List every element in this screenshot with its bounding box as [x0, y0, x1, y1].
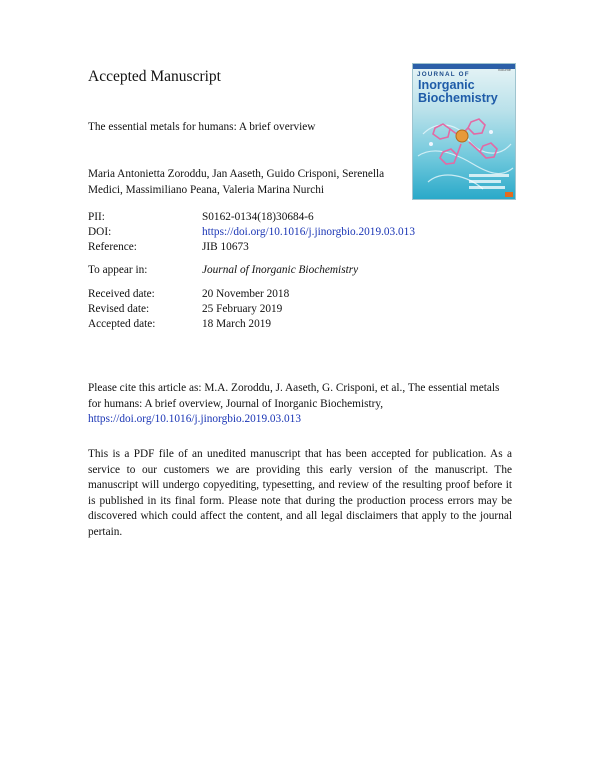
author-list: Maria Antonietta Zoroddu, Jan Aaseth, Guido Crisponi, Serenella Medici, Massimiliano Peana, Valeria Marina Nurchi [88, 168, 385, 196]
page-heading: Accepted Manuscript [88, 68, 221, 85]
reference-value: JIB 10673 [202, 241, 249, 253]
cover-journal-name: Inorganic Biochemistry [418, 78, 498, 105]
doi-link[interactable]: https://doi.org/10.1016/j.jinorgbio.2019.03.013 [202, 226, 415, 238]
doi-label: DOI: [88, 226, 112, 238]
cover-journal-prefix: JOURNAL OF [417, 71, 470, 78]
citation-paragraph [88, 381, 514, 428]
journal-cover-image [412, 63, 516, 200]
reference-label: Reference: [88, 241, 137, 253]
revised-date-value: 25 February 2019 [202, 303, 283, 315]
revised-date-label: Revised date: [88, 303, 150, 315]
accepted-date-label: Accepted date: [88, 318, 156, 330]
citation-doi-link[interactable]: https://doi.org/10.1016/j.jinorgbio.2019.03.013 [88, 413, 301, 425]
received-date-label: Received date: [88, 288, 155, 300]
pii-value: S0162-0134(18)30684-6 [202, 211, 314, 223]
article-title: The essential metals for humans: A brief overview [88, 121, 316, 133]
pii-label: PII: [88, 211, 105, 223]
citation-text: Please cite this article as: M.A. Zoroddu, J. Aaseth, G. Crisponi, et al., The essential metals for humans: A brief overview, Journal of Inorganic Biochemistry, [88, 382, 500, 410]
unedited-manuscript-notice: This is a PDF file of an unedited manuscript that has been accepted for publication. As a service to our customers we are providing this early version of the manuscript. The manuscript will undergo copyediting, typesetting, and review of the resulting proof before it is published in its final form. Please note that during the production process errors may be discovered which could affect the content, and all legal disclaimers that apply to the journal pertain. [88, 448, 512, 538]
received-date-value: 20 November 2018 [202, 288, 290, 300]
cover-volume: Volume [497, 67, 511, 72]
appear-in-label: To appear in: [88, 264, 148, 276]
appear-in-journal: Journal of Inorganic Biochemistry [202, 264, 359, 276]
accepted-date-value: 18 March 2019 [202, 318, 272, 330]
